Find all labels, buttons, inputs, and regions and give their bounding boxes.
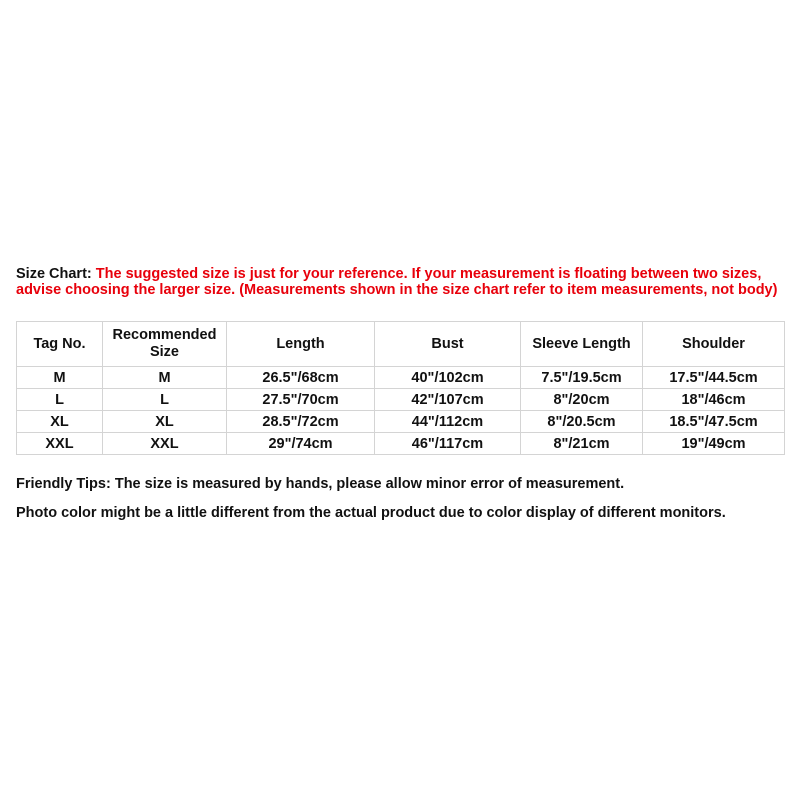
header-recommended-size: Recommended Size: [103, 322, 227, 367]
cell-tag-no: XL: [17, 411, 103, 433]
cell-shoulder: 18"/46cm: [643, 389, 785, 411]
cell-bust: 42"/107cm: [375, 389, 521, 411]
header-sleeve-length: Sleeve Length: [521, 322, 643, 367]
cell-recommended-size: M: [103, 367, 227, 389]
cell-bust: 46"/117cm: [375, 433, 521, 455]
cell-recommended-size: XXL: [103, 433, 227, 455]
size-chart-intro: [16, 266, 788, 298]
table-row: [17, 389, 785, 411]
cell-tag-no: L: [17, 389, 103, 411]
cell-length: 29"/74cm: [227, 433, 375, 455]
cell-sleeve-length: 8"/20.5cm: [521, 411, 643, 433]
header-tag-no: Tag No.: [17, 322, 103, 367]
cell-tag-no: XXL: [17, 433, 103, 455]
size-chart-label: Size Chart:: [16, 266, 92, 282]
cell-shoulder: 19"/49cm: [643, 433, 785, 455]
table-header-row: [17, 322, 785, 367]
cell-tag-no: M: [17, 367, 103, 389]
cell-length: 28.5"/72cm: [227, 411, 375, 433]
cell-shoulder: 17.5"/44.5cm: [643, 367, 785, 389]
header-length: Length: [227, 322, 375, 367]
size-chart-note: The suggested size is just for your reference. If your measurement is floating between two sizes, advise choosing the larger size. (Measurements shown in the size chart refer to item measurements, not body): [16, 266, 778, 298]
cell-length: 26.5"/68cm: [227, 367, 375, 389]
cell-shoulder: 18.5"/47.5cm: [643, 411, 785, 433]
tips-section: [16, 470, 792, 528]
cell-bust: 44"/112cm: [375, 411, 521, 433]
header-bust: Bust: [375, 322, 521, 367]
table-row: [17, 411, 785, 433]
cell-recommended-size: L: [103, 389, 227, 411]
photo-color-note: Photo color might be a little different from the actual product due to color display of different monitors.: [16, 505, 726, 521]
friendly-tips-text: Friendly Tips: The size is measured by hands, please allow minor error of measurement.: [16, 476, 625, 492]
size-table: [16, 321, 785, 455]
cell-sleeve-length: 8"/21cm: [521, 433, 643, 455]
table-row: [17, 433, 785, 455]
cell-recommended-size: XL: [103, 411, 227, 433]
cell-bust: 40"/102cm: [375, 367, 521, 389]
header-shoulder: Shoulder: [643, 322, 785, 367]
table-row: [17, 367, 785, 389]
cell-length: 27.5"/70cm: [227, 389, 375, 411]
cell-sleeve-length: 7.5"/19.5cm: [521, 367, 643, 389]
cell-sleeve-length: 8"/20cm: [521, 389, 643, 411]
